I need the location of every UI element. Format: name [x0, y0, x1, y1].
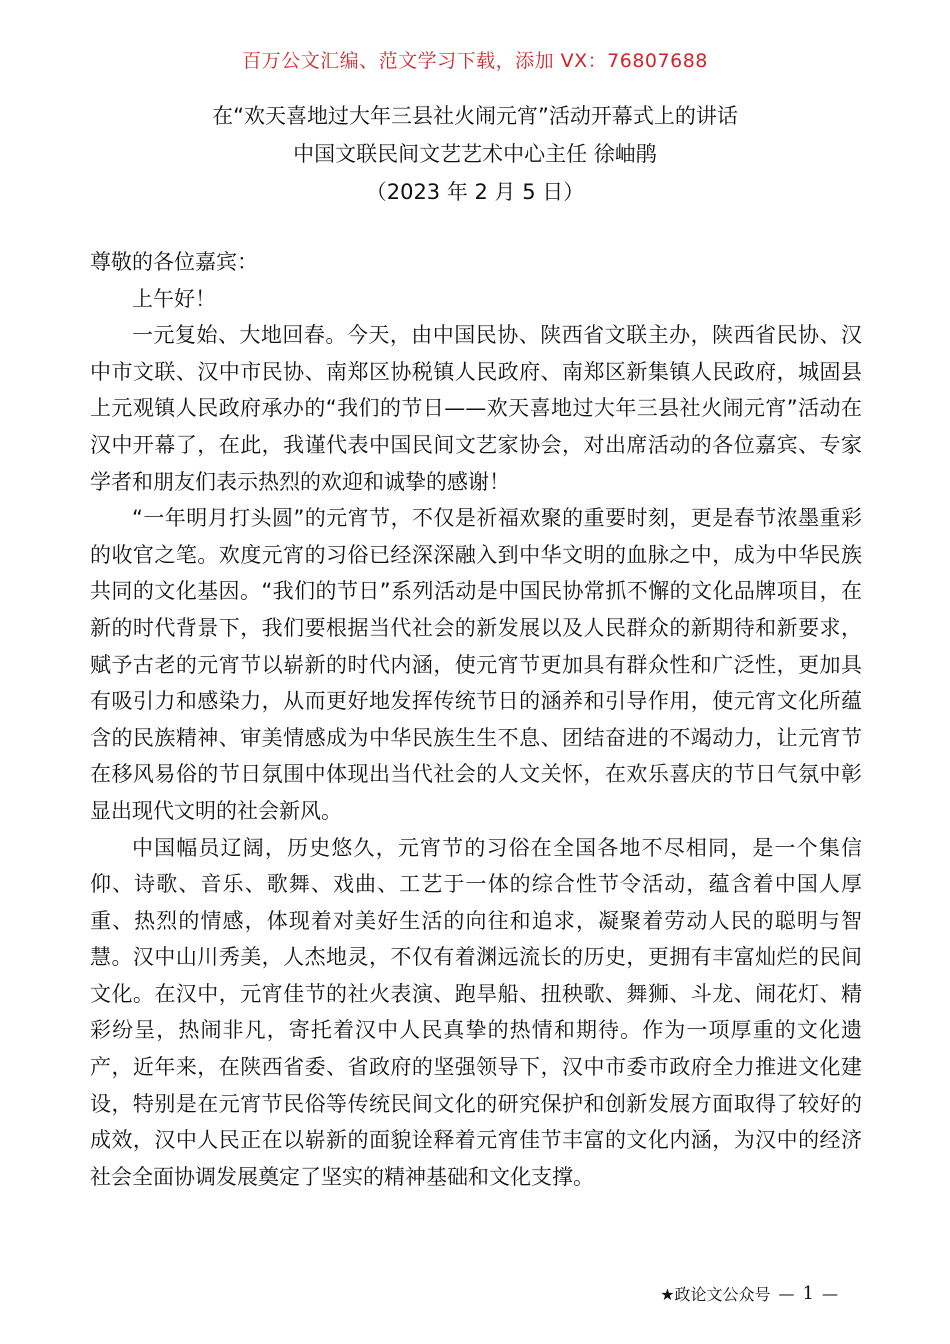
speaker-line: 中国文联民间文艺艺术中心主任 徐岫鹃 [293, 142, 657, 166]
greeting: 上午好！ [132, 286, 216, 311]
paragraph-3: 中国幅员辽阔，历史悠久，元宵节的习俗在全国各地不尽相同，是一个集信仰、诗歌、音乐、歌舞、戏曲、工艺于一体的综合性节令活动，蕴含着中国人厚重、热烈的情感，体现着对美好生活的向往和追求，凝聚着劳动人民的聪明与智慧。汉中山川秀美，人杰地灵，不仅有着渊远流长的历史，更拥有丰富灿烂的民间文化。在汉中，元宵佳节的社火表演、跑旱船、扭秧歌、舞狮、斗龙、闹花灯、精彩纷呈，热闹非凡，寄托着汉中人民真挚的热情和期待。作为一项厚重的文化遗产，近年来，在陕西省委、省政府的坚强领导下，汉中市委市政府全力推进文化建设，特别是在元宵节民俗等传统民间文化的研究保护和创新发展方面取得了较好的成效，汉中人民正在以崭新的面貌诠释着元宵佳节丰富的文化内涵，为汉中的经济社会全面协调发展奠定了坚实的精神基础和文化支撑。 [90, 835, 862, 1189]
page-footer [660, 1282, 838, 1305]
speech-title: 在“欢天喜地过大年三县社火闹元宵”活动开幕式上的讲话 [212, 104, 738, 128]
title-block [0, 97, 950, 211]
salutation: 尊敬的各位嘉宾： [90, 250, 258, 274]
paragraph-2: “一年明月打头圆”的元宵节，不仅是祈福欢聚的重要时刻，更是春节浓墨重彩的收官之笔。欢度元宵的习俗已经深深融入到中华文明的血脉之中，成为中华民族共同的文化基因。“我们的节日”系列活动是中国民协常抓不懈的文化品牌项目，在新的时代背景下，我们要根据当代社会的新发展以及人民群众的新期待和新要求，赋予古老的元宵节以崭新的时代内涵，使元宵节更加具有群众性和广泛性，更加具有吸引力和感染力，从而更好地发挥传统节日的涵养和引导作用，使元宵文化所蕴含的民族精神、审美情感成为中华民族生生不息、团结奋进的不竭动力，让元宵节在移风易俗的节日氛围中体现出当代社会的人文关怀，在欢乐喜庆的节日气氛中彰显出现代文明的社会新风。 [90, 506, 862, 823]
footer-dash-right: — [822, 1284, 838, 1303]
speech-date: （2023 年 2 月 5 日） [365, 180, 585, 204]
footer-dash-left: — [778, 1284, 795, 1303]
speech-body [90, 244, 862, 1195]
page-number: 1 [802, 1283, 814, 1304]
paragraph-1: 一元复始、大地回春。今天，由中国民协、陕西省文联主办，陕西省民协、汉中市文联、汉中市民协、南郑区协税镇人民政府、南郑区新集镇人民政府，城固县上元观镇人民政府承办的“我们的节日——欢天喜地过大年三县社火闹元宵”活动在汉中开幕了，在此，我谨代表中国民间文艺家协会，对出席活动的各位嘉宾、专家学者和朋友们表示热烈的欢迎和诚挚的感谢！ [90, 323, 862, 494]
footer-source: ★政论文公众号 [660, 1285, 771, 1304]
watermark-text: 百万公文汇编、范文学习下载，添加 VX：76807688 [242, 50, 708, 72]
